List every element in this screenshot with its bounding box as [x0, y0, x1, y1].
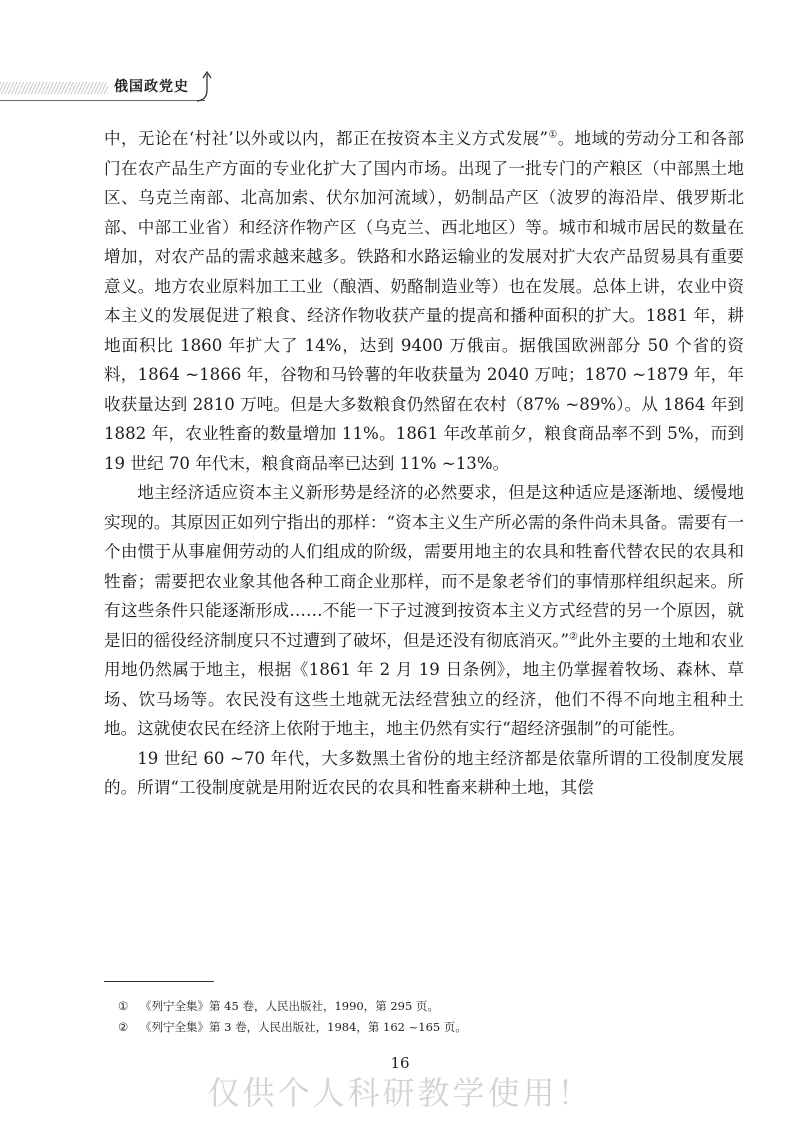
- paragraph-text: 。地域的劳动分工和各部门在农产品生产方面的专业化扩大了国内市场。出现了一批专门的产粮区（中部黑土地区、乌克兰南部、北高加索、伏尔加河流域），奶制品产区（波罗的海沿岸、俄罗斯北部、中部工业省）和经济作物产区（乌克兰、西北地区）等。城市和城市居民的数量在增加，对农产品的需求越来越多。铁路和水路运输业的发展对扩大农产品贸易具有重要意义。地方农业原料加工工业（酿酒、奶酪制造业等）也在发展。总体上讲，农业中资本主义的发展促进了粮食、经济作物收获产量的提高和播种面积的扩大。1881 年，耕地面积比 1860 年扩大了 14%，达到 9400 万俄亩。据俄国欧洲部分 50 个省的资料，1864 ~1866 年，谷物和马铃薯的年收获量为 2040 万吨；1870 ~1879 年，年收获量达到 2810 万吨。但是大多数粮食仍然留在农村（87% ~89%）。从 1864 年到 1882 年，农业牲畜的数量增加 11%。1861 年改革前夕，粮食商品率不到 5%，而到 19 世纪 70 年代末，粮食商品率已达到 11% ~13%。: [104, 129, 744, 473]
- paragraph-text: 中，无论在‘村社’以外或以内，都正在按资本主义方式发展”: [104, 129, 548, 148]
- main-body-text: [104, 124, 744, 803]
- paragraph-text: 19 世纪 60 ~70 年代，大多数黑土省份的地主经济都是依靠所谓的工役制度发展的。所谓“工役制度就是用附近农民的农具和牲畜来耕种土地，其偿: [104, 748, 744, 797]
- footnote-mark: ②: [118, 1020, 129, 1034]
- header-hatch-decoration: [0, 82, 108, 94]
- footnote-mark: ①: [118, 999, 129, 1013]
- page-number: 16: [390, 1054, 410, 1072]
- footnote-item: [118, 1017, 718, 1038]
- footnote-reference: ①: [548, 129, 558, 141]
- running-header: [0, 70, 230, 104]
- body-paragraph: [104, 124, 744, 478]
- footnote-item: [118, 996, 718, 1017]
- footnote-text: 《列宁全集》第 45 卷，人民出版社，1990，第 295 页。: [140, 999, 439, 1013]
- paragraph-text: 此外主要的土地和农业用地仍然属于地主，根据《1861 年 2 月 19 日条例》，地主仍掌握着牧场、森林、草场、饮马场等。农民没有这些土地就无法经营独立的经济，他们不得不向地主租种土地。这就使农民在经济上依附于地主，地主仍然有实行“超经济强制”的可能性。: [104, 630, 745, 738]
- paragraph-text: 地主经济适应资本主义新形势是经济的必然要求，但是这种适应是逐渐地、缓慢地实现的。其原因正如列宁指出的那样：“资本主义生产所必需的条件尚未具备。需要有一个由惯于从事雇佣劳动的人们组成的阶级，需要用地主的农具和牲畜代替农民的农具和牲畜；需要把农业象其他各种工商企业那样，而不是象老爷们的事情那样组织起来。所有这些条件只能逐渐形成……不能一下子过渡到按资本主义方式经营的另一个原因，就是旧的徭役经济制度只不过遭到了破坏，但是还没有彻底消灭。”: [104, 483, 744, 650]
- footnote-separator: [104, 981, 214, 982]
- watermark: 仅供个人科研教学使用！: [207, 1074, 593, 1112]
- body-paragraph: [104, 478, 744, 744]
- footnote-reference: ②: [569, 630, 578, 642]
- body-paragraph: [104, 744, 744, 803]
- footnote-text: 《列宁全集》第 3 卷，人民出版社，1984，第 162 ~165 页。: [140, 1020, 467, 1034]
- up-arrow-icon: [195, 70, 213, 102]
- footnotes: [118, 996, 718, 1038]
- header-rule: [0, 100, 205, 101]
- book-title: 俄国政党史: [114, 79, 189, 95]
